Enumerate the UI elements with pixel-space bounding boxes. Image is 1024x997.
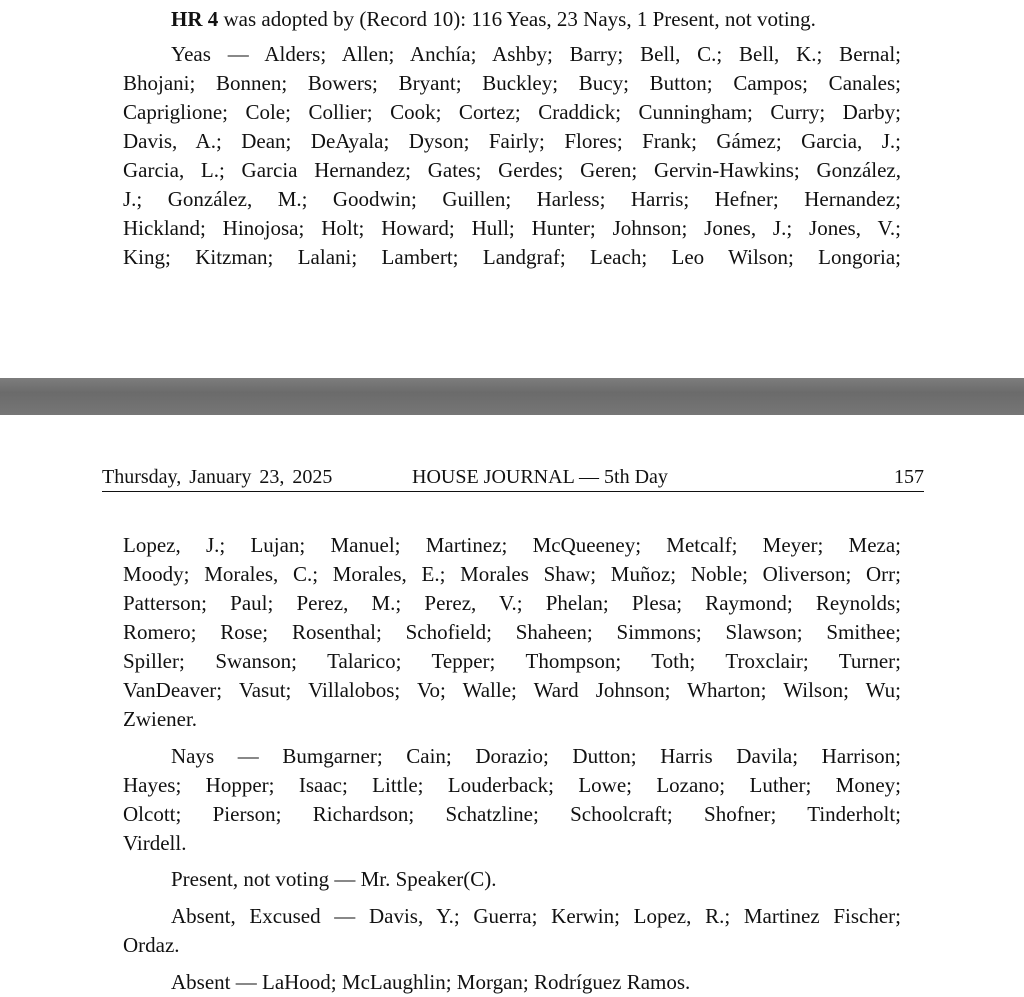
nays-line: Hayes; Hopper; Isaac; Little; Louderback; Lowe; Lozano; Luther; Money;: [123, 773, 901, 797]
yeas-continued-line: VanDeaver; Vasut; Villalobos; Vo; Walle; Ward Johnson; Wharton; Wilson; Wu;: [123, 678, 901, 702]
resolution-number: HR 4: [171, 7, 219, 31]
page-header: [102, 463, 924, 492]
absent-excused-line: Ordaz.: [123, 933, 180, 957]
yeas-continued-line: Romero; Rose; Rosenthal; Schofield; Shaheen; Simmons; Slawson; Smithee;: [123, 620, 901, 644]
journal-page-bottom: [0, 415, 1024, 994]
yeas-continued-line: Spiller; Swanson; Talarico; Tepper; Thompson; Toth; Troxclair; Turner;: [123, 649, 901, 673]
yeas-line: Davis, A.; Dean; DeAyala; Dyson; Fairly; Flores; Frank; Gámez; Garcia, J.;: [123, 129, 901, 153]
yeas-line: Garcia, L.; Garcia Hernandez; Gates; Gerdes; Geren; Gervin-Hawkins; González,: [123, 158, 901, 182]
yeas-continued-line: Lopez, J.; Lujan; Manuel; Martinez; McQueeney; Metcalf; Meyer; Meza;: [123, 533, 901, 557]
nays-line: Olcott; Pierson; Richardson; Schatzline; Schoolcraft; Shofner; Tinderholt;: [123, 802, 901, 826]
header-journal-title: HOUSE JOURNAL — 5th Day: [412, 466, 668, 488]
resolution-result: was adopted by (Record 10): 116 Yeas, 23 Nays, 1 Present, not voting.: [218, 7, 816, 31]
yeas-line: J.; González, M.; Goodwin; Guillen; Harless; Harris; Hefner; Hernandez;: [123, 187, 901, 211]
absent-excused-line: Absent, Excused — Davis, Y.; Guerra; Kerwin; Lopez, R.; Martinez Fischer;: [171, 904, 901, 928]
header-page-number: 157: [894, 466, 924, 488]
yeas-continued-line: Zwiener.: [123, 707, 198, 731]
yeas-line: King; Kitzman; Lalani; Lambert; Landgraf; Leach; Leo Wilson; Longoria;: [123, 245, 901, 269]
yeas-continued-line: Moody; Morales, C.; Morales, E.; Morales Shaw; Muñoz; Noble; Oliverson; Orr;: [123, 562, 901, 586]
resolution-adoption-line: [171, 5, 901, 34]
yeas-line: Hickland; Hinojosa; Holt; Howard; Hull; Hunter; Johnson; Jones, J.; Jones, V.;: [123, 216, 901, 240]
nays-line: Nays — Bumgarner; Cain; Dorazio; Dutton; Harris Davila; Harrison;: [171, 744, 901, 768]
nays-line: Virdell.: [123, 831, 187, 855]
yeas-continued-line: Patterson; Paul; Perez, M.; Perez, V.; Phelan; Plesa; Raymond; Reynolds;: [123, 591, 901, 615]
present-not-voting-line: Present, not voting — Mr. Speaker(C).: [171, 867, 497, 891]
journal-page-top: [0, 0, 1024, 378]
absent-line: Absent — LaHood; McLaughlin; Morgan; Rodríguez Ramos.: [171, 970, 691, 994]
yeas-line: Yeas — Alders; Allen; Anchía; Ashby; Barry; Bell, C.; Bell, K.; Bernal;: [171, 42, 901, 66]
yeas-line: Bhojani; Bonnen; Bowers; Bryant; Buckley; Bucy; Button; Campos; Canales;: [123, 71, 901, 95]
yeas-line: Capriglione; Cole; Collier; Cook; Cortez; Craddick; Cunningham; Curry; Darby;: [123, 100, 901, 124]
header-date: Thursday, January 23, 2025: [102, 466, 333, 488]
page-gap-divider: [0, 378, 1024, 415]
